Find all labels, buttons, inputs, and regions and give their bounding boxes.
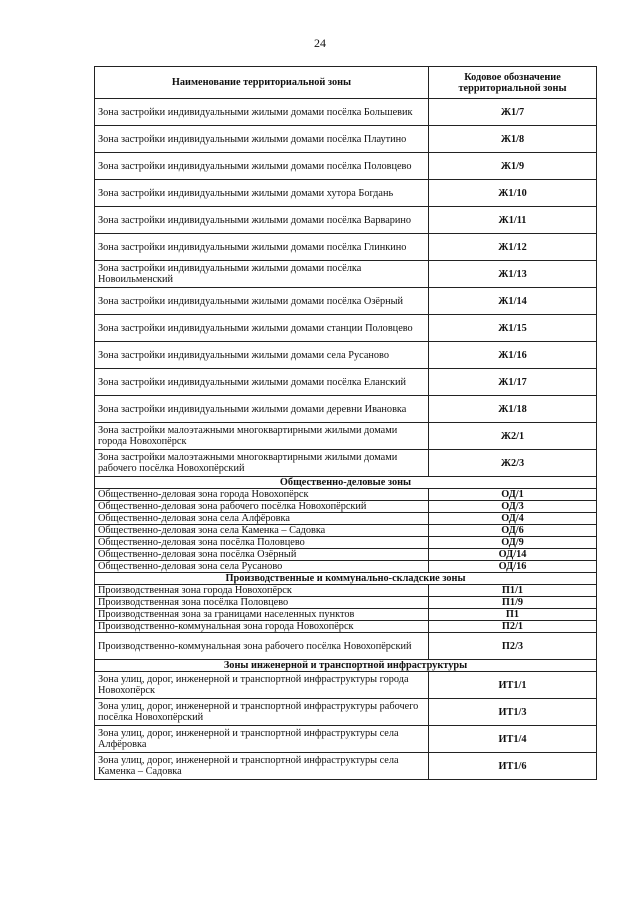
table-row xyxy=(95,180,597,207)
zone-name-cell: Общественно-деловая зона посёлка Половцево xyxy=(95,537,429,549)
section-header-row xyxy=(95,573,597,585)
table-row xyxy=(95,561,597,573)
zone-code-cell: П1 xyxy=(429,609,597,621)
zone-name-cell: Зона улиц, дорог, инженерной и транспортной инфраструктуры села Алфёровка xyxy=(95,726,429,753)
header-zone-code: Кодовое обозначение территориальной зоны xyxy=(429,67,597,99)
zone-code-cell: Ж1/10 xyxy=(429,180,597,207)
section-title: Общественно-деловые зоны xyxy=(95,477,597,489)
zone-code-cell: Ж1/7 xyxy=(429,99,597,126)
table-row xyxy=(95,423,597,450)
zone-code-cell: Ж1/13 xyxy=(429,261,597,288)
header-zone-name: Наименование территориальной зоны xyxy=(95,67,429,99)
table-row xyxy=(95,549,597,561)
page-number: 24 xyxy=(314,36,326,50)
section-title: Зоны инженерной и транспортной инфраструктуры xyxy=(95,660,597,672)
zone-name-cell: Производственно-коммунальная зона рабочего посёлка Новохопёрский xyxy=(95,633,429,660)
zone-code-cell: П1/9 xyxy=(429,597,597,609)
table-row xyxy=(95,126,597,153)
zone-name-cell: Общественно-деловая зона посёлка Озёрный xyxy=(95,549,429,561)
table-row xyxy=(95,207,597,234)
zone-name-cell: Производственно-коммунальная зона города Новохопёрск xyxy=(95,621,429,633)
zone-code-cell: ИТ1/6 xyxy=(429,753,597,780)
zone-code-cell: Ж1/16 xyxy=(429,342,597,369)
table-row xyxy=(95,726,597,753)
zone-name-cell: Зона застройки индивидуальными жилыми домами станции Половцево xyxy=(95,315,429,342)
zone-name-cell: Зона застройки индивидуальными жилыми домами хутора Богдань xyxy=(95,180,429,207)
zone-name-cell: Производственная зона посёлка Половцево xyxy=(95,597,429,609)
zone-name-cell: Общественно-деловая зона села Алфёровка xyxy=(95,513,429,525)
table-row xyxy=(95,699,597,726)
zone-code-cell: Ж1/8 xyxy=(429,126,597,153)
zone-code-cell: Ж2/1 xyxy=(429,423,597,450)
zone-code-cell: ОД/9 xyxy=(429,537,597,549)
zone-code-cell: Ж1/15 xyxy=(429,315,597,342)
table-row xyxy=(95,489,597,501)
table-row xyxy=(95,525,597,537)
zone-code-cell: Ж1/11 xyxy=(429,207,597,234)
table-body xyxy=(95,99,597,780)
zone-code-cell: ОД/1 xyxy=(429,489,597,501)
zone-name-cell: Зона застройки индивидуальными жилыми домами посёлка Половцево xyxy=(95,153,429,180)
zone-name-cell: Зона застройки индивидуальными жилыми домами посёлка Большевик xyxy=(95,99,429,126)
zone-code-cell: ОД/14 xyxy=(429,549,597,561)
table-row xyxy=(95,621,597,633)
table-row xyxy=(95,537,597,549)
zone-code-cell: Ж2/3 xyxy=(429,450,597,477)
zone-name-cell: Зона застройки индивидуальными жилыми домами посёлка Еланский xyxy=(95,369,429,396)
zone-code-cell: Ж1/17 xyxy=(429,369,597,396)
table-row xyxy=(95,753,597,780)
zone-code-cell: ИТ1/1 xyxy=(429,672,597,699)
table-row xyxy=(95,342,597,369)
zone-code-cell: П2/3 xyxy=(429,633,597,660)
zone-code-cell: Ж1/14 xyxy=(429,288,597,315)
zone-name-cell: Зона застройки индивидуальными жилыми домами посёлка Плаутино xyxy=(95,126,429,153)
table-row xyxy=(95,609,597,621)
table-row xyxy=(95,369,597,396)
zone-name-cell: Производственная зона города Новохопёрск xyxy=(95,585,429,597)
zone-name-cell: Зона застройки индивидуальными жилыми домами посёлка Новоильменский xyxy=(95,261,429,288)
zone-code-cell: ОД/4 xyxy=(429,513,597,525)
table-row xyxy=(95,672,597,699)
zone-name-cell: Зона улиц, дорог, инженерной и транспортной инфраструктуры рабочего посёлка Новохопёрский xyxy=(95,699,429,726)
table-row xyxy=(95,153,597,180)
zones-table xyxy=(94,66,597,780)
zone-name-cell: Общественно-деловая зона города Новохопёрск xyxy=(95,489,429,501)
zone-name-cell: Зона улиц, дорог, инженерной и транспортной инфраструктуры города Новохопёрск xyxy=(95,672,429,699)
table-row xyxy=(95,288,597,315)
zone-code-cell: ИТ1/3 xyxy=(429,699,597,726)
zone-name-cell: Общественно-деловая зона села Каменка – Садовка xyxy=(95,525,429,537)
zone-name-cell: Общественно-деловая зона рабочего посёлка Новохопёрский xyxy=(95,501,429,513)
zone-name-cell: Зона улиц, дорог, инженерной и транспортной инфраструктуры села Каменка – Садовка xyxy=(95,753,429,780)
zone-code-cell: П1/1 xyxy=(429,585,597,597)
table-row xyxy=(95,315,597,342)
zone-name-cell: Производственная зона за границами населенных пунктов xyxy=(95,609,429,621)
zone-name-cell: Зона застройки индивидуальными жилыми домами посёлка Озёрный xyxy=(95,288,429,315)
zone-name-cell: Зона застройки малоэтажными многоквартирными жилыми домами рабочего посёлка Новохопёрский xyxy=(95,450,429,477)
table-header-row xyxy=(95,67,597,99)
table-row xyxy=(95,501,597,513)
section-title: Производственные и коммунально-складские зоны xyxy=(95,573,597,585)
zone-code-cell: Ж1/12 xyxy=(429,234,597,261)
table-row xyxy=(95,450,597,477)
zone-code-cell: ИТ1/4 xyxy=(429,726,597,753)
table-row xyxy=(95,99,597,126)
table-row xyxy=(95,513,597,525)
zone-code-cell: ОД/6 xyxy=(429,525,597,537)
zone-name-cell: Зона застройки индивидуальными жилыми домами села Русаново xyxy=(95,342,429,369)
section-header-row xyxy=(95,477,597,489)
zone-name-cell: Зона застройки индивидуальными жилыми домами деревни Ивановка xyxy=(95,396,429,423)
table-row xyxy=(95,261,597,288)
zone-name-cell: Зона застройки индивидуальными жилыми домами посёлка Варварино xyxy=(95,207,429,234)
zone-name-cell: Общественно-деловая зона села Русаново xyxy=(95,561,429,573)
zone-name-cell: Зона застройки малоэтажными многоквартирными жилыми домами города Новохопёрск xyxy=(95,423,429,450)
table-row xyxy=(95,597,597,609)
table-row xyxy=(95,585,597,597)
section-header-row xyxy=(95,660,597,672)
zone-code-cell: П2/1 xyxy=(429,621,597,633)
table-row xyxy=(95,234,597,261)
zone-name-cell: Зона застройки индивидуальными жилыми домами посёлка Глинкино xyxy=(95,234,429,261)
zone-code-cell: ОД/3 xyxy=(429,501,597,513)
zone-code-cell: Ж1/18 xyxy=(429,396,597,423)
table-row xyxy=(95,396,597,423)
zone-code-cell: Ж1/9 xyxy=(429,153,597,180)
table-row xyxy=(95,633,597,660)
zone-code-cell: ОД/16 xyxy=(429,561,597,573)
